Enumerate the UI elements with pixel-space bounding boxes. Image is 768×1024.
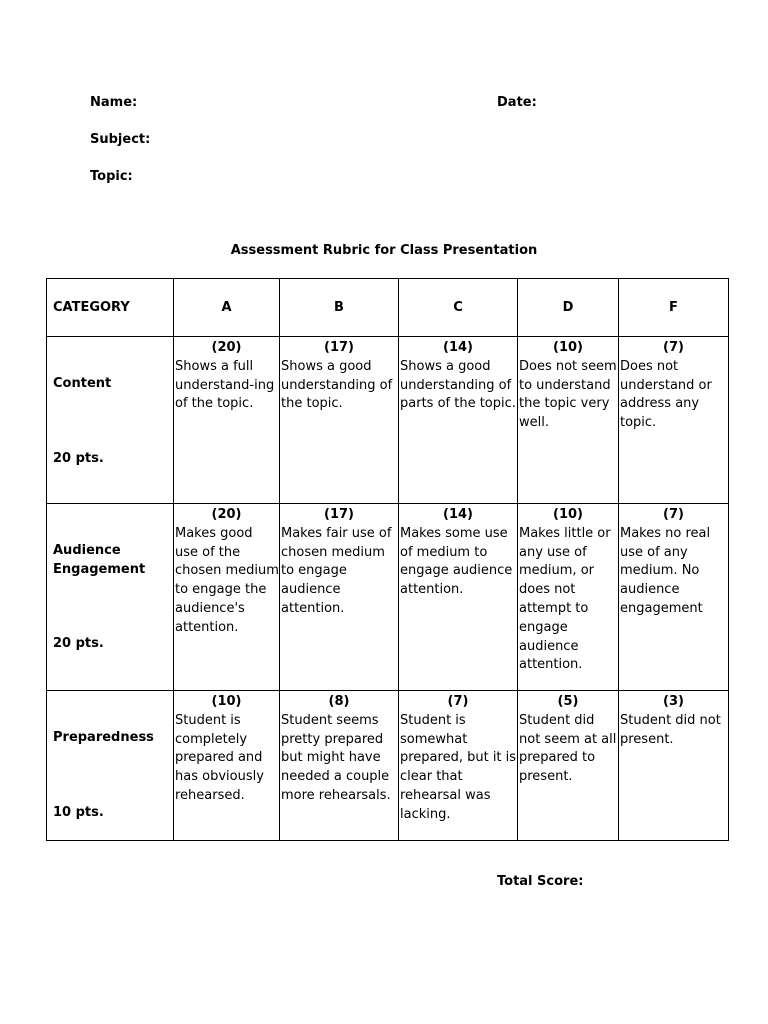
document-title: Assessment Rubric for Class Presentation [230, 243, 538, 258]
table-row-engagement [47, 504, 729, 691]
rubric-cell-preparedness-f [619, 691, 729, 841]
rubric-cell-engagement-a [174, 504, 280, 691]
cell-description: Student did not seem at all prepared to present. [519, 712, 617, 785]
cell-description: Student did not present. [620, 712, 721, 747]
category-name: Audience Engagement [53, 543, 146, 577]
rubric-cell-preparedness-a [174, 691, 280, 841]
subject-label: Subject: [90, 132, 151, 147]
cell-points: (7) [447, 694, 469, 709]
cell-points: (10) [553, 507, 583, 522]
cell-description: Makes no real use of any medium. No audience engagement [620, 525, 711, 616]
cell-description: Student is somewhat prepared, but it is clear that rehearsal was lacking. [400, 712, 517, 822]
header-row [47, 279, 729, 337]
topic-label: Topic: [90, 169, 133, 184]
total-score-label: Total Score: [497, 874, 584, 889]
cell-points: (7) [663, 340, 684, 355]
table-row-preparedness [47, 691, 729, 841]
rubric-cell-engagement-b [280, 504, 399, 691]
category-name: Preparedness [53, 730, 154, 745]
cell-points: (5) [557, 694, 579, 709]
column-header-a: A [174, 279, 280, 337]
category-cell-content [47, 337, 174, 504]
name-label: Name: [90, 95, 138, 110]
cell-description: Makes some use of medium to engage audience attention. [400, 525, 513, 598]
category-name: Content [53, 376, 112, 391]
cell-points: (17) [324, 507, 354, 522]
cell-points: (7) [663, 507, 684, 522]
cell-description: Student seems pretty prepared but might have needed a couple more rehearsals. [281, 712, 391, 803]
column-header-c: C [399, 279, 518, 337]
date-label: Date: [497, 95, 537, 110]
cell-points: (8) [328, 694, 350, 709]
category-points: 10 pts. [53, 805, 104, 820]
cell-description: Shows a good understanding of parts of the topic. [400, 358, 516, 412]
cell-description: Does not understand or address any topic. [620, 358, 712, 431]
cell-description: Student is completely prepared and has obviously rehearsed. [175, 712, 264, 803]
rubric-cell-content-c [399, 337, 518, 504]
rubric-cell-preparedness-b [280, 691, 399, 841]
cell-description: Makes little or any use of medium, or does not attempt to engage audience attention. [519, 525, 611, 673]
rubric-cell-preparedness-c [399, 691, 518, 841]
rubric-cell-engagement-d [518, 504, 619, 691]
column-header-f: F [619, 279, 729, 337]
column-header-b: B [280, 279, 399, 337]
cell-description: Makes good use of the chosen medium to engage the audience's attention. [175, 525, 279, 635]
cell-points: (10) [553, 340, 583, 355]
cell-points: (10) [211, 694, 242, 709]
cell-description: Makes fair use of chosen medium to engage audience attention. [281, 525, 392, 616]
rubric-cell-content-d [518, 337, 619, 504]
cell-points: (20) [211, 507, 242, 522]
rubric-cell-engagement-f [619, 504, 729, 691]
cell-points: (14) [443, 507, 473, 522]
rubric-table [46, 278, 729, 841]
category-cell-engagement [47, 504, 174, 691]
rubric-cell-engagement-c [399, 504, 518, 691]
column-header-d: D [518, 279, 619, 337]
rubric-cell-content-b [280, 337, 399, 504]
category-points: 20 pts. [53, 451, 104, 466]
column-header-category: CATEGORY [47, 279, 174, 337]
rubric-cell-preparedness-d [518, 691, 619, 841]
table-row-content [47, 337, 729, 504]
category-cell-preparedness [47, 691, 174, 841]
cell-description: Does not seem to understand the topic very well. [519, 358, 617, 431]
cell-points: (17) [324, 340, 354, 355]
rubric-cell-content-f [619, 337, 729, 504]
category-points: 20 pts. [53, 636, 104, 651]
rubric-cell-content-a [174, 337, 280, 504]
cell-description: Shows a full understand-ing of the topic. [175, 358, 275, 412]
cell-description: Shows a good understanding of the topic. [281, 358, 393, 412]
cell-points: (3) [663, 694, 684, 709]
cell-points: (20) [211, 340, 242, 355]
cell-points: (14) [443, 340, 473, 355]
